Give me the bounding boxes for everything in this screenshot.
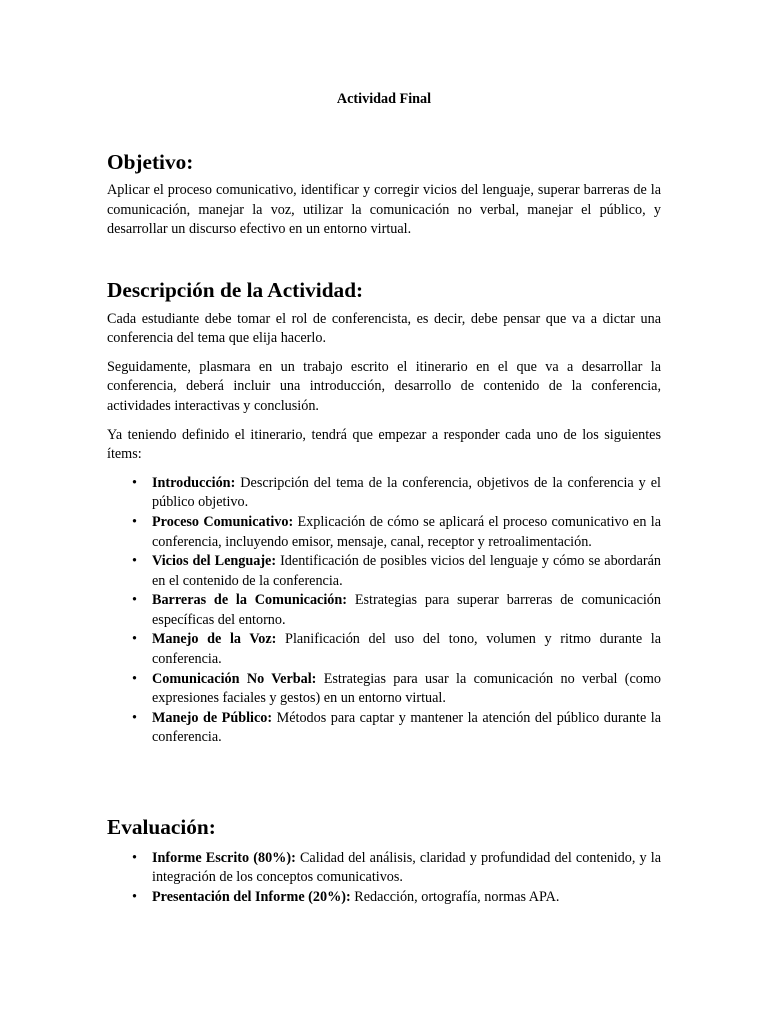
item-text: Redacción, ortografía, normas APA. — [350, 888, 560, 905]
bullet-icon: • — [132, 592, 137, 609]
description-heading: Descripción de la Actividad: — [107, 277, 364, 302]
description-paragraph-3: Ya teniendo definido el itinerario, tendrá que empezar a responder cada uno de los siguientes ítems: — [107, 426, 661, 463]
item-label: Comunicación No Verbal: — [152, 670, 317, 687]
item-text: Estrategias para superar barreras de comunicación específicas del entorno. — [152, 592, 661, 628]
item-text: Identificación de posibles vicios del lenguaje y cómo se abordarán en el contenido de la conferencia. — [152, 553, 661, 589]
list-item — [132, 591, 661, 630]
bullet-icon: • — [132, 709, 137, 726]
item-label: Manejo de Público: — [152, 709, 273, 726]
item-label: Vicios del Lenguaje: — [152, 553, 277, 570]
item-label: Manejo de la Voz: — [152, 631, 277, 648]
item-text: Estrategias para usar la comunicación no verbal (como expresiones faciales y gestos) en un entorno virtual. — [152, 670, 661, 707]
objective-text: Aplicar el proceso comunicativo, identificar y corregir vicios del lenguaje, superar barreras de la comunicación, manejar la voz, utilizar la comunicación no verbal, manejar el público, y desarrollar un discurso efectivo en un entorno virtual. — [107, 182, 661, 238]
list-item — [132, 513, 661, 552]
description-paragraph-1: Cada estudiante debe tomar el rol de conferencista, es decir, debe pensar que va a dictar una conferencia del tema que elija hacerlo. — [107, 310, 661, 347]
item-label: Presentación del Informe (20%): — [152, 888, 351, 905]
item-text: Calidad del análisis, claridad y profundidad del contenido, y la integración de los conceptos comunicativos. — [152, 849, 661, 886]
evaluation-item-list — [107, 849, 661, 908]
item-text: Planificación del uso del tono, volumen y ritmo durante la conferencia. — [152, 631, 662, 668]
list-item — [132, 552, 661, 591]
bullet-icon: • — [132, 849, 137, 866]
item-label: Barreras de la Comunicación: — [152, 592, 348, 609]
list-item — [132, 888, 661, 908]
evaluation-heading: Evaluación: — [107, 815, 216, 840]
item-label: Proceso Comunicativo: — [152, 513, 294, 530]
list-item — [132, 670, 661, 709]
description-paragraph-2: Seguidamente, plasmara en un trabajo escrito el itinerario en el que va a desarrollar la conferencia, deberá incluir una introducción, desarrollo de contenido de la conferencia, actividades interactivas y conclusión. — [107, 358, 661, 414]
bullet-icon: • — [132, 474, 137, 491]
bullet-icon: • — [132, 888, 137, 905]
item-label: Introducción: — [152, 474, 236, 491]
bullet-icon: • — [132, 513, 137, 530]
objective-heading: Objetivo: — [107, 149, 194, 174]
bullet-icon: • — [132, 553, 137, 570]
item-text: Explicación de cómo se aplicará el proceso comunicativo en la conferencia, incluyendo emisor, mensaje, canal, receptor y retroalimentación. — [152, 513, 661, 550]
item-text: Descripción del tema de la conferencia, objetivos de la conferencia y el público objetivo. — [152, 474, 661, 511]
bullet-icon: • — [132, 670, 137, 687]
description-item-list — [107, 474, 661, 748]
list-item — [132, 849, 661, 888]
list-item — [132, 630, 662, 669]
bullet-icon: • — [132, 631, 137, 648]
list-item — [132, 709, 662, 748]
item-text: Métodos para captar y mantener la atención del público durante la conferencia. — [152, 709, 662, 746]
item-label: Informe Escrito (80%): — [152, 849, 296, 866]
list-item — [132, 474, 661, 513]
document-title: Actividad Final — [336, 91, 432, 107]
